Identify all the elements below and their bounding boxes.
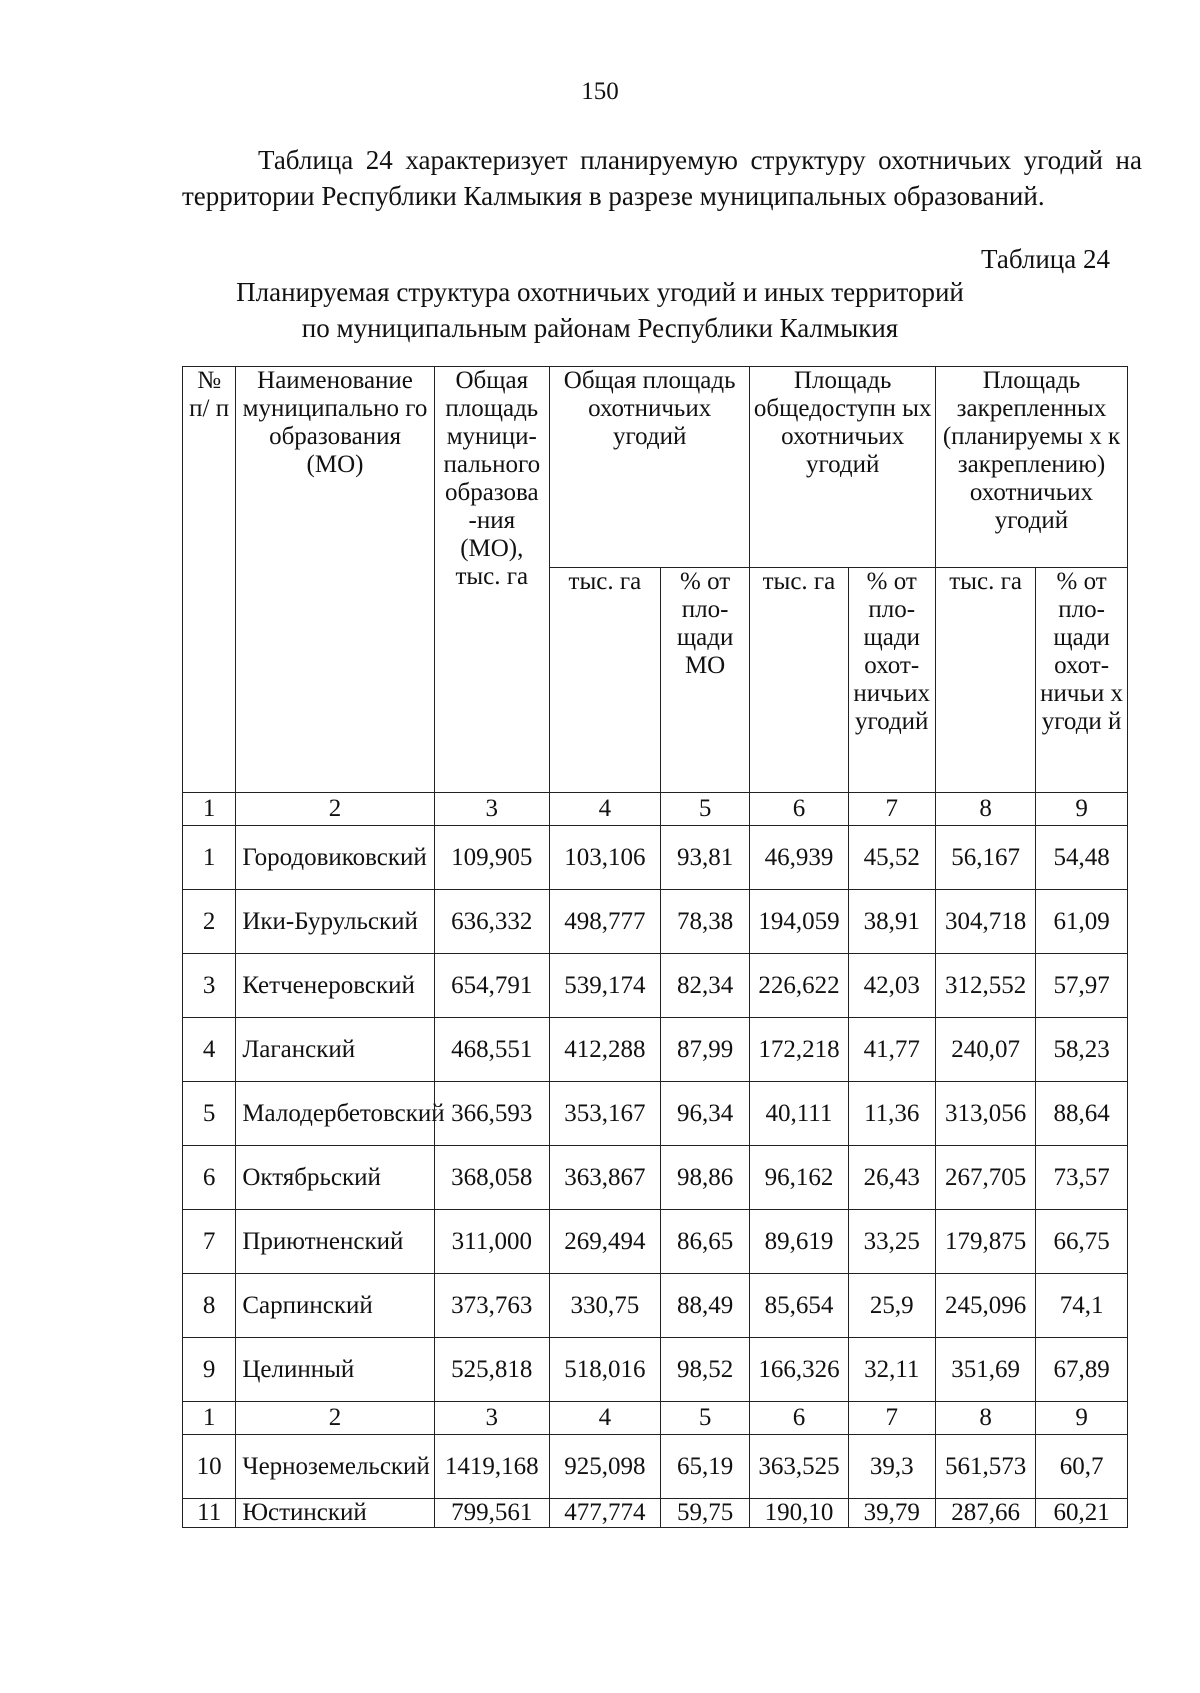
cell-hunting-pct: 82,34 bbox=[660, 954, 750, 1018]
cell-name: Октябрьский bbox=[236, 1146, 434, 1210]
column-index-cell: 5 bbox=[660, 1402, 750, 1435]
cell-hunting-pct: 88,49 bbox=[660, 1274, 750, 1338]
cell-public-ha: 363,525 bbox=[750, 1435, 848, 1499]
column-index-cell: 5 bbox=[660, 793, 750, 826]
header-total-area-unit: тыс. га bbox=[455, 563, 529, 590]
header-hunting-ha: тыс. га bbox=[549, 568, 660, 793]
cell-public-pct: 41,77 bbox=[848, 1018, 935, 1082]
cell-hunting-pct: 87,99 bbox=[660, 1018, 750, 1082]
column-index-cell: 7 bbox=[848, 1402, 935, 1435]
table-row bbox=[183, 954, 1128, 1018]
column-index-cell: 4 bbox=[549, 1402, 660, 1435]
cell-hunting-ha: 412,288 bbox=[549, 1018, 660, 1082]
cell-hunting-pct: 86,65 bbox=[660, 1210, 750, 1274]
header-public: Площадь общедоступн ых охотничьих угодий bbox=[750, 367, 936, 568]
intro-paragraph bbox=[182, 142, 1142, 214]
cell-name: Целинный bbox=[236, 1338, 434, 1402]
cell-total-area: 311,000 bbox=[434, 1210, 549, 1274]
column-index-cell: 6 bbox=[750, 1402, 848, 1435]
table-row bbox=[183, 826, 1128, 890]
cell-hunting-pct: 78,38 bbox=[660, 890, 750, 954]
hunting-grounds-table bbox=[182, 366, 1128, 1528]
table-row bbox=[183, 1274, 1128, 1338]
caption-line-1: Планируемая структура охотничьих угодий и иных территорий bbox=[236, 277, 964, 307]
cell-num: 7 bbox=[183, 1210, 236, 1274]
cell-public-pct: 32,11 bbox=[848, 1338, 935, 1402]
cell-name: Приютненский bbox=[236, 1210, 434, 1274]
column-index-cell: 6 bbox=[750, 793, 848, 826]
page-number: 150 bbox=[581, 78, 619, 105]
cell-assigned-pct: 66,75 bbox=[1036, 1210, 1128, 1274]
cell-assigned-pct: 58,23 bbox=[1036, 1018, 1128, 1082]
cell-name: Ики-Бурульский bbox=[236, 890, 434, 954]
column-index-cell: 8 bbox=[935, 1402, 1035, 1435]
cell-assigned-ha: 56,167 bbox=[935, 826, 1035, 890]
cell-public-ha: 226,622 bbox=[750, 954, 848, 1018]
cell-assigned-pct: 61,09 bbox=[1036, 890, 1128, 954]
cell-num: 8 bbox=[183, 1274, 236, 1338]
cell-total-area: 373,763 bbox=[434, 1274, 549, 1338]
table-row bbox=[183, 1018, 1128, 1082]
cell-name: Лаганский bbox=[236, 1018, 434, 1082]
table-number: Таблица 24 bbox=[981, 244, 1110, 274]
cell-hunting-pct: 65,19 bbox=[660, 1435, 750, 1499]
cell-total-area: 799,561 bbox=[434, 1499, 549, 1528]
cell-public-ha: 85,654 bbox=[750, 1274, 848, 1338]
header-public-ha: тыс. га bbox=[750, 568, 848, 793]
cell-assigned-ha: 240,07 bbox=[935, 1018, 1035, 1082]
cell-assigned-pct: 60,21 bbox=[1036, 1499, 1128, 1528]
cell-num: 1 bbox=[183, 826, 236, 890]
cell-num: 9 bbox=[183, 1338, 236, 1402]
header-assigned-ha: тыс. га bbox=[935, 568, 1035, 793]
intro-text: Таблица 24 характеризует планируемую структуру охотничьих угодий на территории Республики Калмыкия в разрезе муниципальных образований. bbox=[182, 145, 1142, 211]
cell-num: 11 bbox=[183, 1499, 236, 1528]
cell-public-ha: 172,218 bbox=[750, 1018, 848, 1082]
cell-public-ha: 194,059 bbox=[750, 890, 848, 954]
cell-assigned-pct: 74,1 bbox=[1036, 1274, 1128, 1338]
cell-num: 2 bbox=[183, 890, 236, 954]
cell-public-ha: 96,162 bbox=[750, 1146, 848, 1210]
column-index-cell: 2 bbox=[236, 1402, 434, 1435]
header-hunting-pct: % от пло- щади МО bbox=[660, 568, 750, 793]
cell-assigned-pct: 60,7 bbox=[1036, 1435, 1128, 1499]
table-caption bbox=[0, 274, 1200, 346]
cell-total-area: 654,791 bbox=[434, 954, 549, 1018]
caption-line-2: по муниципальным районам Республики Калмыкия bbox=[301, 313, 899, 343]
column-index-cell: 1 bbox=[183, 793, 236, 826]
table-row bbox=[183, 1499, 1128, 1528]
cell-total-area: 468,551 bbox=[434, 1018, 549, 1082]
cell-assigned-ha: 312,552 bbox=[935, 954, 1035, 1018]
cell-assigned-ha: 304,718 bbox=[935, 890, 1035, 954]
cell-total-area: 525,818 bbox=[434, 1338, 549, 1402]
cell-public-ha: 89,619 bbox=[750, 1210, 848, 1274]
cell-assigned-ha: 267,705 bbox=[935, 1146, 1035, 1210]
cell-hunting-ha: 103,106 bbox=[549, 826, 660, 890]
cell-hunting-pct: 98,52 bbox=[660, 1338, 750, 1402]
cell-assigned-pct: 73,57 bbox=[1036, 1146, 1128, 1210]
cell-name: Сарпинский bbox=[236, 1274, 434, 1338]
cell-name: Малодербетовский bbox=[236, 1082, 434, 1146]
cell-num: 3 bbox=[183, 954, 236, 1018]
cell-public-pct: 45,52 bbox=[848, 826, 935, 890]
cell-public-pct: 11,36 bbox=[848, 1082, 935, 1146]
cell-hunting-ha: 363,867 bbox=[549, 1146, 660, 1210]
table-row bbox=[183, 1146, 1128, 1210]
cell-public-pct: 33,25 bbox=[848, 1210, 935, 1274]
cell-public-pct: 39,79 bbox=[848, 1499, 935, 1528]
cell-hunting-ha: 925,098 bbox=[549, 1435, 660, 1499]
header-total-area-label: Общая площадь муници- пального образова -ния (МО), bbox=[443, 367, 541, 562]
header-total-area bbox=[434, 367, 549, 793]
cell-hunting-ha: 539,174 bbox=[549, 954, 660, 1018]
cell-public-pct: 38,91 bbox=[848, 890, 935, 954]
cell-assigned-ha: 179,875 bbox=[935, 1210, 1035, 1274]
table-row bbox=[183, 1338, 1128, 1402]
column-index-cell: 3 bbox=[434, 1402, 549, 1435]
column-index-row bbox=[183, 793, 1128, 826]
header-num: № п/ п bbox=[183, 367, 236, 793]
cell-num: 4 bbox=[183, 1018, 236, 1082]
cell-assigned-ha: 287,66 bbox=[935, 1499, 1035, 1528]
table-row bbox=[183, 1082, 1128, 1146]
cell-hunting-ha: 498,777 bbox=[549, 890, 660, 954]
cell-name: Черноземельский bbox=[236, 1435, 434, 1499]
cell-hunting-ha: 518,016 bbox=[549, 1338, 660, 1402]
header-row-main bbox=[183, 367, 1128, 568]
cell-public-pct: 39,3 bbox=[848, 1435, 935, 1499]
cell-assigned-ha: 245,096 bbox=[935, 1274, 1035, 1338]
cell-hunting-pct: 98,86 bbox=[660, 1146, 750, 1210]
cell-hunting-ha: 269,494 bbox=[549, 1210, 660, 1274]
column-index-cell: 9 bbox=[1036, 793, 1128, 826]
cell-total-area: 368,058 bbox=[434, 1146, 549, 1210]
cell-assigned-ha: 351,69 bbox=[935, 1338, 1035, 1402]
cell-assigned-ha: 313,056 bbox=[935, 1082, 1035, 1146]
cell-total-area: 109,905 bbox=[434, 826, 549, 890]
cell-hunting-pct: 96,34 bbox=[660, 1082, 750, 1146]
column-index-row bbox=[183, 1402, 1128, 1435]
cell-num: 10 bbox=[183, 1435, 236, 1499]
column-index-cell: 9 bbox=[1036, 1402, 1128, 1435]
table-row bbox=[183, 890, 1128, 954]
cell-assigned-pct: 88,64 bbox=[1036, 1082, 1128, 1146]
cell-name: Городовиковский bbox=[236, 826, 434, 890]
cell-hunting-pct: 93,81 bbox=[660, 826, 750, 890]
cell-name: Юстинский bbox=[236, 1499, 434, 1528]
cell-hunting-ha: 353,167 bbox=[549, 1082, 660, 1146]
column-index-cell: 8 bbox=[935, 793, 1035, 826]
cell-total-area: 636,332 bbox=[434, 890, 549, 954]
cell-num: 5 bbox=[183, 1082, 236, 1146]
cell-assigned-pct: 57,97 bbox=[1036, 954, 1128, 1018]
cell-hunting-ha: 477,774 bbox=[549, 1499, 660, 1528]
header-assigned-pct: % от пло- щади охот- ничьи х угоди й bbox=[1036, 568, 1128, 793]
table-row bbox=[183, 1210, 1128, 1274]
cell-hunting-ha: 330,75 bbox=[549, 1274, 660, 1338]
cell-assigned-pct: 54,48 bbox=[1036, 826, 1128, 890]
cell-num: 6 bbox=[183, 1146, 236, 1210]
column-index-cell: 7 bbox=[848, 793, 935, 826]
cell-total-area: 1419,168 bbox=[434, 1435, 549, 1499]
column-index-cell: 3 bbox=[434, 793, 549, 826]
cell-total-area: 366,593 bbox=[434, 1082, 549, 1146]
cell-public-pct: 26,43 bbox=[848, 1146, 935, 1210]
column-index-cell: 4 bbox=[549, 793, 660, 826]
header-name: Наименование муниципально го образования (МО) bbox=[236, 367, 434, 793]
cell-hunting-pct: 59,75 bbox=[660, 1499, 750, 1528]
cell-assigned-ha: 561,573 bbox=[935, 1435, 1035, 1499]
header-assigned: Площадь закрепленных (планируемы х к закреплению) охотничьих угодий bbox=[935, 367, 1127, 568]
cell-public-ha: 40,111 bbox=[750, 1082, 848, 1146]
header-public-pct: % от пло- щади охот- ничьих угодий bbox=[848, 568, 935, 793]
cell-public-pct: 25,9 bbox=[848, 1274, 935, 1338]
cell-name: Кетченеровский bbox=[236, 954, 434, 1018]
cell-public-ha: 166,326 bbox=[750, 1338, 848, 1402]
column-index-cell: 2 bbox=[236, 793, 434, 826]
cell-public-ha: 46,939 bbox=[750, 826, 848, 890]
header-hunting: Общая площадь охотничьих угодий bbox=[549, 367, 750, 568]
column-index-cell: 1 bbox=[183, 1402, 236, 1435]
cell-public-pct: 42,03 bbox=[848, 954, 935, 1018]
cell-assigned-pct: 67,89 bbox=[1036, 1338, 1128, 1402]
table-row bbox=[183, 1435, 1128, 1499]
cell-public-ha: 190,10 bbox=[750, 1499, 848, 1528]
